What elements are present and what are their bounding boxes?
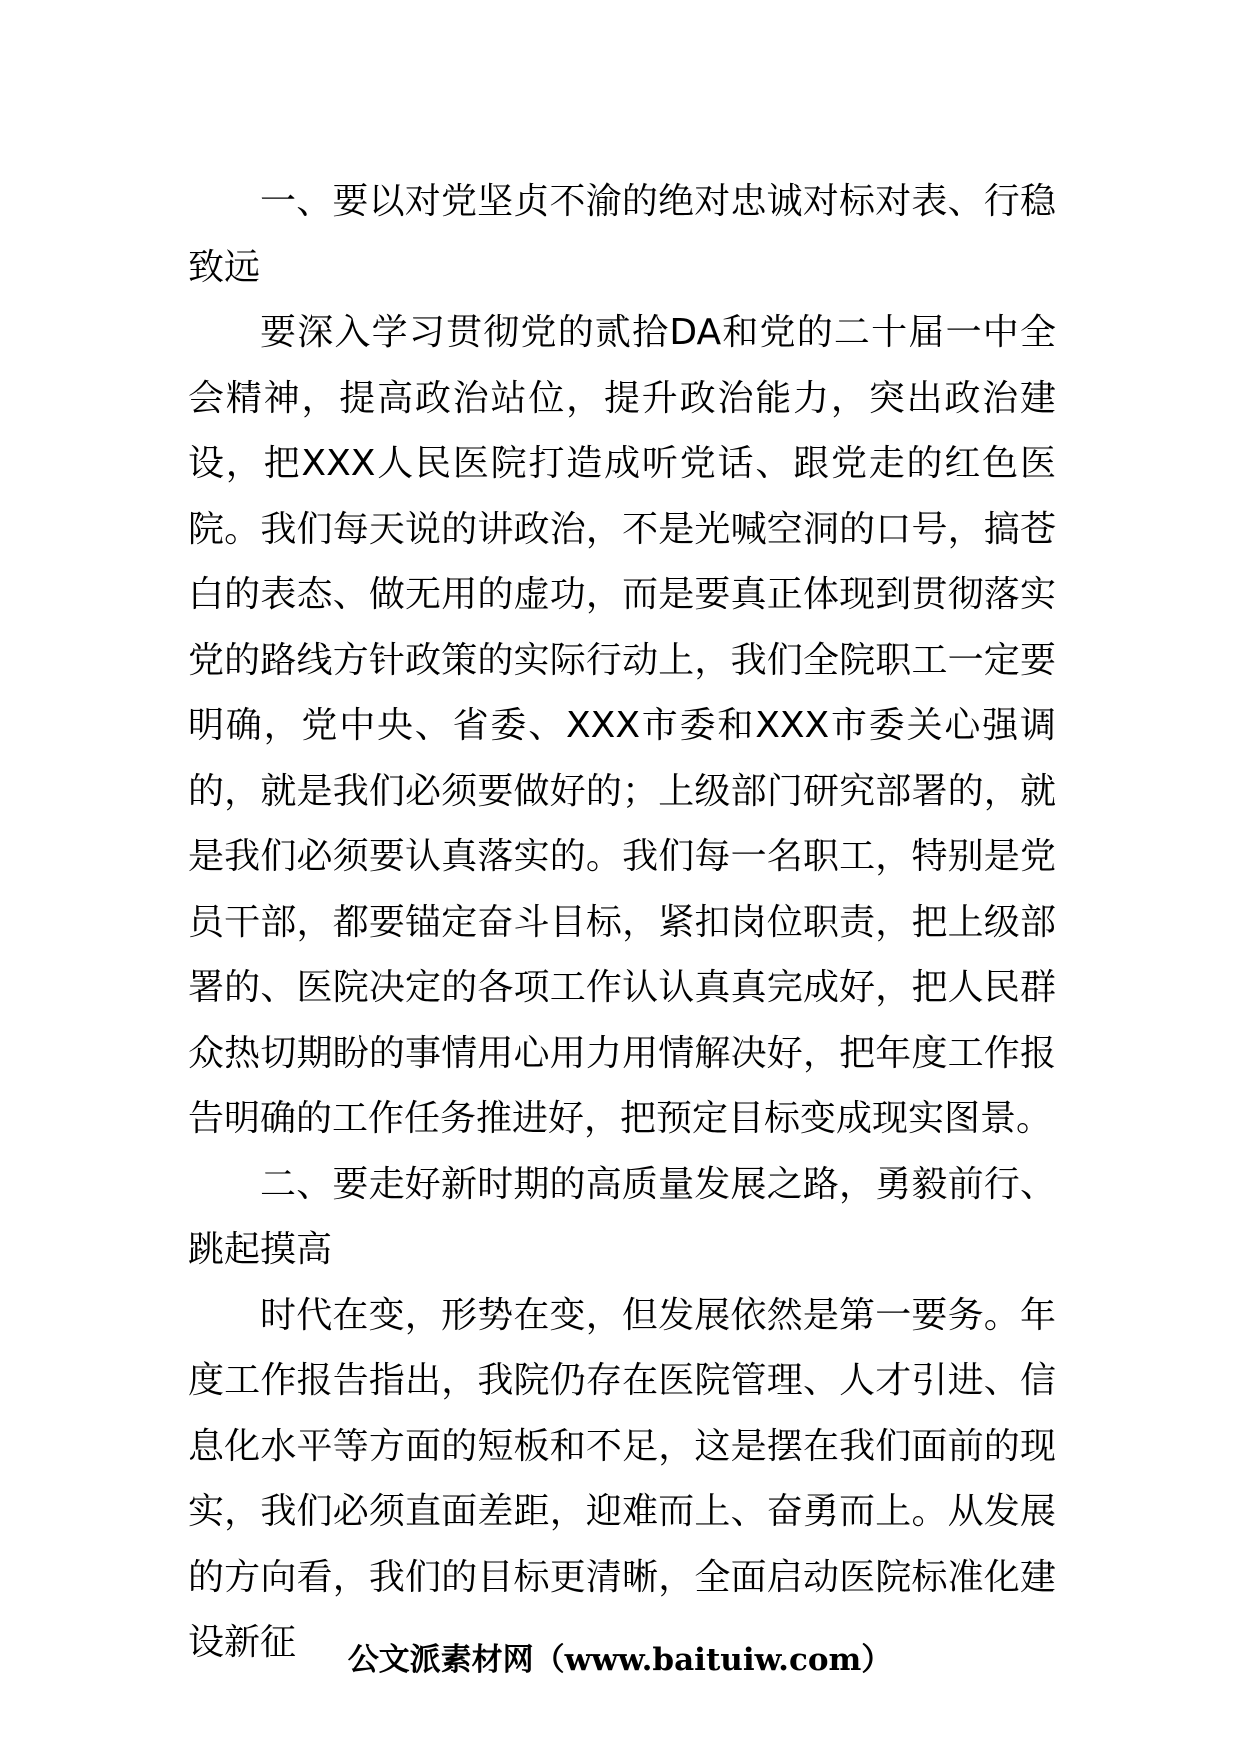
section-2-heading: 二、要走好新时期的高质量发展之路，勇毅前行、跳起摸高 — [188, 1163, 1056, 1270]
document-body — [188, 169, 1056, 1676]
section-1-heading: 一、要以对党坚贞不渝的绝对忠诚对标对表、行稳致远 — [188, 181, 1056, 288]
section-1-paragraph: 要深入学习贯彻党的贰拾DA和党的二十届一中全会精神，提高政治站位，提升政治能力，突出政治建设，把XXX人民医院打造成听党话、跟党走的红色医院。我们每天说的讲政治，不是光喊空洞的口号，搞苍白的表态、做无用的虚功，而是要真正体现到贯彻落实党的路线方针政策的实际行动上，我们全院职工一定要明确，党中央、省委、XXX市委和XXX市委关心强调的，就是我们必须要做好的；上级部门研究部署的，就是我们必须要认真落实的。我们每一名职工，特别是党员干部，都要锚定奋斗目标，紧扣岗位职责，把上级部署的、医院决定的各项工作认认真真完成好，把人民群众热切期盼的事情用心用力用情解决好，把年度工作报告明确的工作任务推进好，把预定目标变成现实图景。 — [188, 312, 1056, 1139]
section-2-paragraph: 时代在变，形势在变，但发展依然是第一要务。年度工作报告指出，我院仍存在医院管理、人才引进、信息化水平等方面的短板和不足，这是摆在我们面前的现实，我们必须直面差距，迎难而上、奋勇而上。从发展的方向看，我们的目标更清晰，全面启动医院标准化建设新征 — [188, 1294, 1056, 1663]
footer-watermark: 公文派素材网（www.baituiw.com） — [347, 1642, 893, 1678]
